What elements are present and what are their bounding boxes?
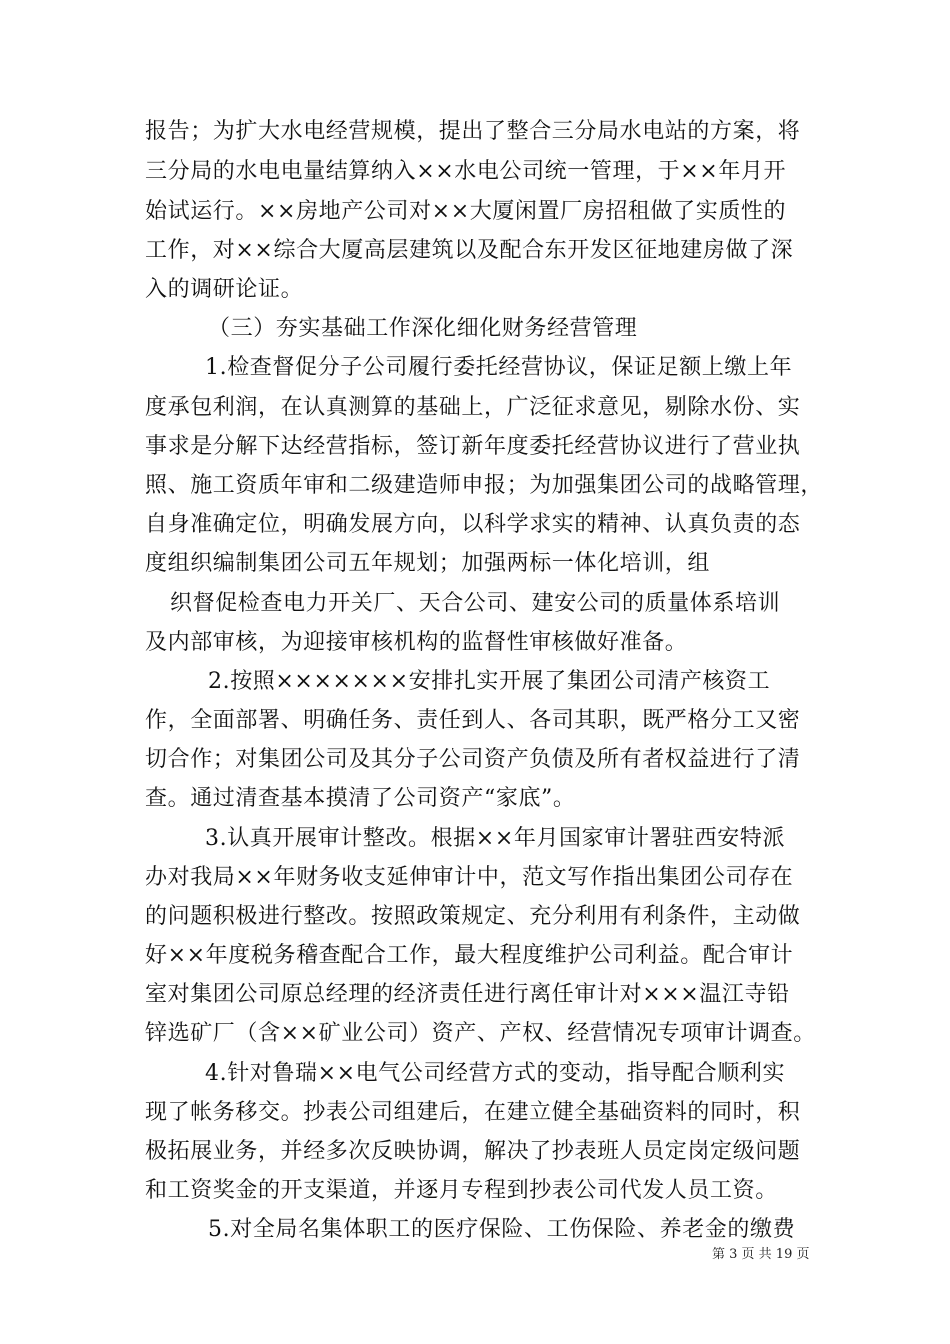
body-text-line: 4.针对鲁瑞××电气公司经营方式的变动，指导配合顺利实 [205, 1061, 786, 1086]
body-text-line: 织督促检查电力开关厂、天合公司、建安公司的质量体系培训 [170, 591, 781, 616]
body-text-line: 现了帐务移交。抄表公司组建后，在建立健全基础资料的同时，积 [145, 1100, 801, 1125]
body-text-line: 入的调研论证。 [145, 277, 304, 302]
body-text-line: 好××年度税务稽查配合工作，最大程度维护公司利益。配合审计 [145, 943, 794, 968]
page-number-footer: 第 3 页 共 19 页 [712, 1247, 810, 1262]
body-text-line: 查。通过清查基本摸清了公司资产“家底”。 [145, 786, 576, 811]
body-text-line: 度组织编制集团公司五年规划；加强两标一体化培训，组 [145, 551, 711, 576]
body-text-line: 极拓展业务，并经多次反映协调，解决了抄表班人员定岗定级问题 [145, 1139, 801, 1164]
body-text-line: 始试运行。××房地产公司对××大厦闲置厂房招租做了实质性的 [145, 199, 787, 224]
body-text-line: 工作，对××综合大厦高层建筑以及配合东开发区征地建房做了深 [145, 238, 794, 263]
section-heading: （三）夯实基础工作深化细化财务经营管理 [208, 316, 638, 341]
body-text-line: 办对我局××年财务收支延伸审计中，范文写作指出集团公司存在 [145, 865, 794, 890]
body-text-line: 和工资奖金的开支渠道，并逐月专程到抄表公司代发人员工资。 [145, 1178, 778, 1203]
body-text-line: 3.认真开展审计整改。根据××年月国家审计署驻西安特派 [205, 826, 786, 851]
body-text-line: 度承包利润，在认真测算的基础上，广泛征求意见，剔除水份、实 [145, 395, 801, 420]
body-text-line: 2.按照×××××××安排扎实开展了集团公司清产核资工 [208, 669, 771, 694]
body-text-line: 照、施工资质年审和二级建造师申报；为加强集团公司的战略管理， [145, 473, 824, 498]
body-text-line: 事求是分解下达经营指标，签订新年度委托经营协议进行了营业执 [145, 434, 801, 459]
body-text-line: 的问题积极进行整改。按照政策规定、充分利用有利条件，主动做 [145, 904, 801, 929]
body-text-line: 1.检查督促分子公司履行委托经营协议，保证足额上缴上年 [205, 355, 793, 380]
body-text-line: 报告；为扩大水电经营规模，提出了整合三分局水电站的方案，将 [145, 119, 801, 144]
body-text-line: 作，全面部署、明确任务、责任到人、各司其职，既严格分工又密 [145, 708, 801, 733]
body-text-line: 切合作；对集团公司及其分子公司资产负债及所有者权益进行了清 [145, 747, 801, 772]
body-text-line: 及内部审核，为迎接审核机构的监督性审核做好准备。 [145, 630, 688, 655]
body-text-line: 5.对全局名集体职工的医疗保险、工伤保险、养老金的缴费 [208, 1217, 796, 1242]
body-text-line: 三分局的水电电量结算纳入××水电公司统一管理，于××年月开 [145, 159, 787, 184]
body-text-line: 室对集团公司原总经理的经济责任进行离任审计对×××温江寺铅 [145, 982, 790, 1007]
body-text-line: 自身准确定位，明确发展方向，以科学求实的精神、认真负责的态 [145, 512, 801, 537]
body-text-line: 锌选矿厂（含××矿业公司）资产、产权、经营情况专项审计调查。 [145, 1021, 816, 1046]
